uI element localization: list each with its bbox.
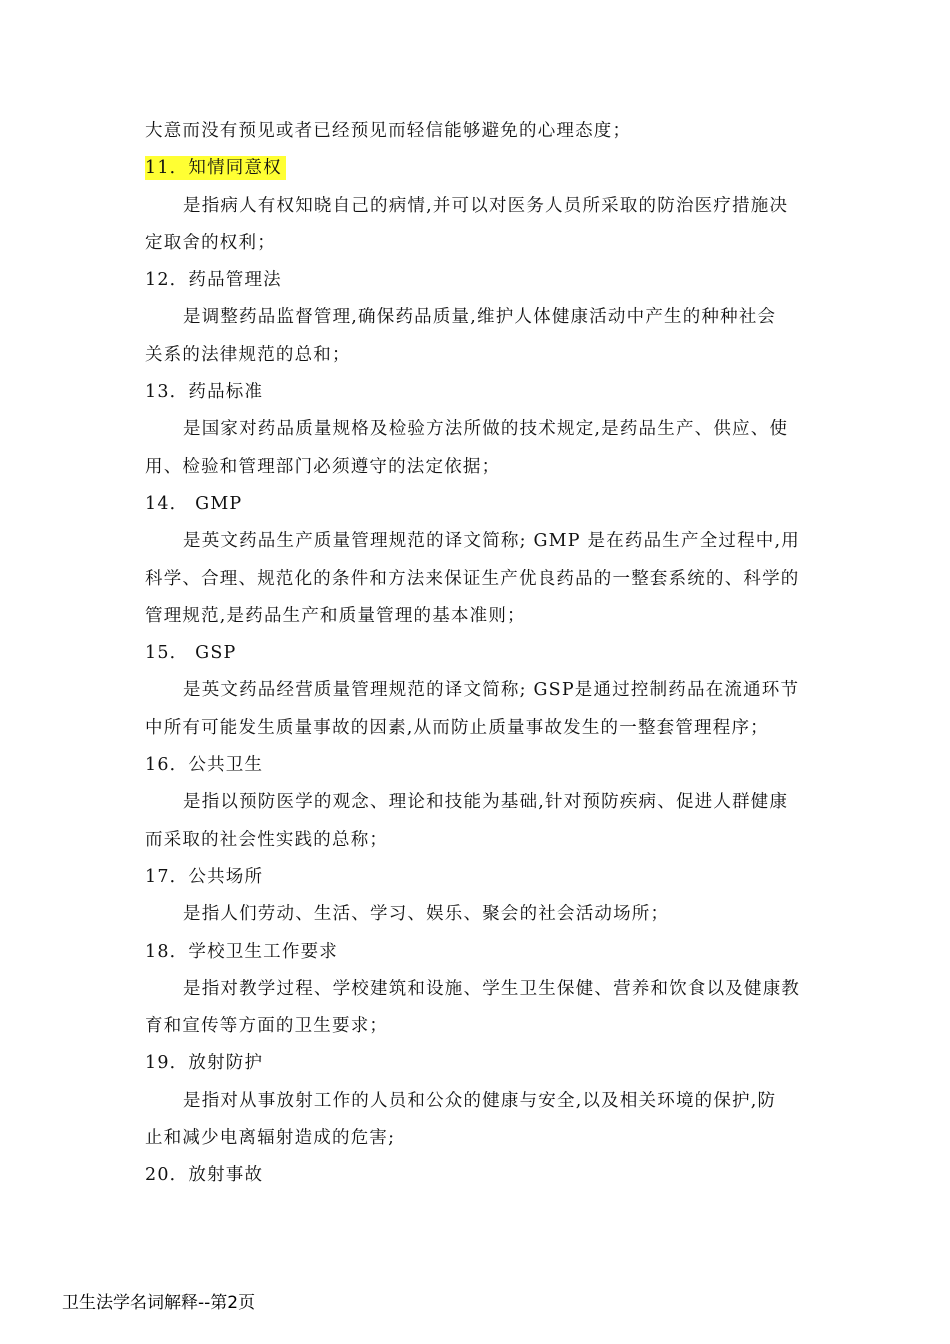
term-heading-12 xyxy=(145,262,810,299)
definition-line: 育和宣传等方面的卫生要求； xyxy=(145,1016,389,1037)
term-number: 14． xyxy=(145,493,189,514)
term-number: 13． xyxy=(145,382,189,403)
document-body xyxy=(145,113,810,1195)
term-heading-19 xyxy=(145,1045,810,1082)
definition-line: 是调整药品监督管理,确保药品质量,维护人体健康活动中产生的种种社会 xyxy=(183,307,777,328)
term-heading-17 xyxy=(145,859,810,896)
term-heading-15 xyxy=(145,635,810,672)
term-heading-16 xyxy=(145,747,810,784)
definition-line: 中所有可能发生质量事故的因素,从而防止质量事故发生的一整套管理程序； xyxy=(145,717,769,738)
definition-line: 关系的法律规范的总和； xyxy=(145,344,351,365)
definition-line: 用、检验和管理部门必须遵守的法定依据； xyxy=(145,456,501,477)
term-title: 放射事故 xyxy=(188,1165,264,1186)
page-footer: 卫生法学名词解释--第2页 xyxy=(62,1293,256,1313)
term-heading-11 xyxy=(145,150,810,187)
term-number: 16． xyxy=(145,755,189,776)
definition-line: 科学、合理、规范化的条件和方法来保证生产优良药品的一整套系统的、科学的 xyxy=(145,568,800,589)
term-number: 18． xyxy=(145,941,189,962)
term-title: 公共场所 xyxy=(188,866,264,887)
term-title: GMP xyxy=(188,493,243,514)
text-line: 大意而没有预见或者已经预见而轻信能够避免的心理态度； xyxy=(145,121,632,141)
term-number: 12． xyxy=(145,270,189,291)
term-number: 19． xyxy=(145,1053,189,1074)
term-title: GSP xyxy=(188,643,237,664)
definition-line: 是英文药品经营质量管理规范的译文简称; GSP是通过控制药品在流通环节 xyxy=(183,680,800,701)
term-heading-13 xyxy=(145,374,810,411)
definition-line: 管理规范,是药品生产和质量管理的基本准则； xyxy=(145,605,526,626)
term-number: 17． xyxy=(145,866,189,887)
definition-line: 是指对从事放射工作的人员和公众的健康与安全,以及相关环境的保护,防 xyxy=(183,1090,777,1111)
term-title: 知情同意权 xyxy=(188,158,282,179)
term-title: 学校卫生工作要求 xyxy=(188,941,338,962)
definition-line: 定取舍的权利； xyxy=(145,232,276,253)
definition-line: 是指对教学过程、学校建筑和设施、学生卫生保健、营养和饮食以及健康教 xyxy=(183,978,801,999)
term-title: 药品标准 xyxy=(188,382,264,403)
term-title: 放射防护 xyxy=(188,1053,264,1074)
definition-line: 是国家对药品质量规格及检验方法所做的技术规定,是药品生产、供应、使 xyxy=(183,419,789,440)
term-heading-18 xyxy=(145,934,810,971)
highlighted-term xyxy=(145,156,286,180)
term-number: 15． xyxy=(145,643,189,664)
term-number: 11． xyxy=(145,158,189,179)
definition-line: 是指人们劳动、生活、学习、娱乐、聚会的社会活动场所； xyxy=(183,904,670,925)
definition-line: 是英文药品生产质量管理规范的译文简称; GMP 是在药品生产全过程中,用 xyxy=(183,531,800,552)
definition-line: 是指病人有权知晓自己的病情,并可以对医务人员所采取的防治医疗措施决 xyxy=(183,195,789,216)
definition-line: 是指以预防医学的观念、理论和技能为基础,针对预防疾病、促进人群健康 xyxy=(183,792,789,813)
term-title: 公共卫生 xyxy=(188,755,264,776)
term-title: 药品管理法 xyxy=(188,270,282,291)
term-heading-14 xyxy=(145,486,810,523)
definition-line: 止和减少电离辐射造成的危害; xyxy=(145,1128,396,1149)
term-number: 20． xyxy=(145,1165,189,1186)
definition-line: 而采取的社会性实践的总称； xyxy=(145,829,389,850)
term-heading-20 xyxy=(145,1157,810,1194)
